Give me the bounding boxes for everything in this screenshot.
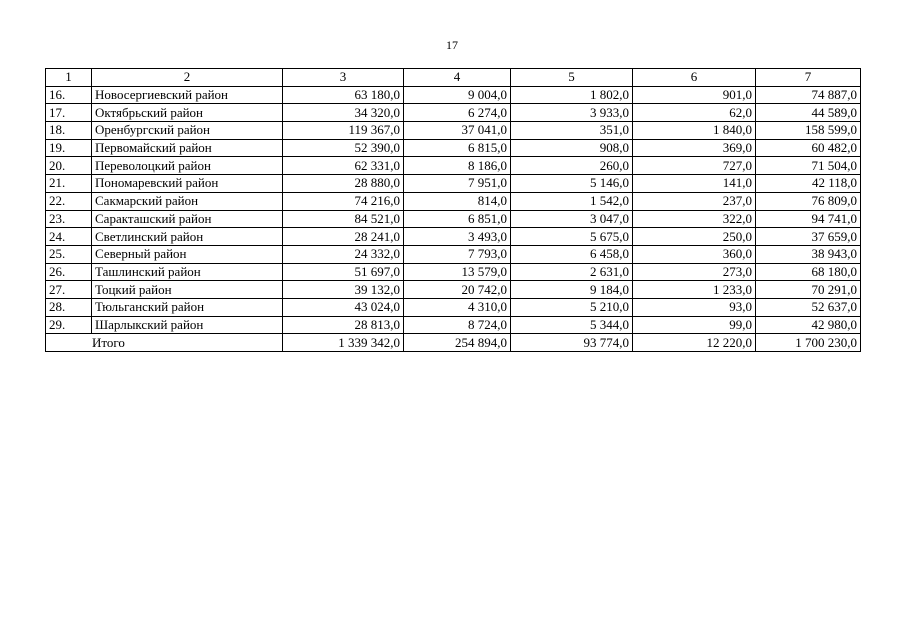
value-cell-6: 360,0 xyxy=(633,245,756,263)
row-number-cell: 16. xyxy=(46,86,92,104)
total-value-cell: 94 741,0 xyxy=(756,210,861,228)
page-number: 17 xyxy=(446,38,458,52)
total-value-cell: 71 504,0 xyxy=(756,157,861,175)
header-cell: 4 xyxy=(404,69,511,87)
value-cell-4: 6 274,0 xyxy=(404,104,511,122)
value-cell-5: 1 802,0 xyxy=(511,86,633,104)
table-row xyxy=(46,228,861,246)
value-cell-6: 322,0 xyxy=(633,210,756,228)
value-cell-6: 727,0 xyxy=(633,157,756,175)
table-header-row xyxy=(46,69,861,87)
district-name-cell: Октябрьский район xyxy=(92,104,283,122)
total-value-cell: 42 118,0 xyxy=(756,175,861,193)
header-cell: 6 xyxy=(633,69,756,87)
value-cell-6: 141,0 xyxy=(633,175,756,193)
value-cell-6: 901,0 xyxy=(633,86,756,104)
district-name-cell: Тюльганский район xyxy=(92,298,283,316)
total-value-cell: 68 180,0 xyxy=(756,263,861,281)
table-row xyxy=(46,245,861,263)
value-cell-5: 6 458,0 xyxy=(511,245,633,263)
total-value-cell: 12 220,0 xyxy=(633,334,756,352)
table-row xyxy=(46,139,861,157)
total-value-cell: 70 291,0 xyxy=(756,281,861,299)
row-number-cell: 23. xyxy=(46,210,92,228)
district-name-cell: Пономаревский район xyxy=(92,175,283,193)
value-cell-5: 908,0 xyxy=(511,139,633,157)
district-name-cell: Тоцкий район xyxy=(92,281,283,299)
district-name-cell: Оренбургский район xyxy=(92,122,283,140)
district-name-cell: Новосергиевский район xyxy=(92,86,283,104)
header-cell: 3 xyxy=(283,69,404,87)
table-row xyxy=(46,316,861,334)
value-cell-4: 37 041,0 xyxy=(404,122,511,140)
value-cell-4: 3 493,0 xyxy=(404,228,511,246)
total-value-cell: 93 774,0 xyxy=(511,334,633,352)
value-cell-4: 7 793,0 xyxy=(404,245,511,263)
value-cell-6: 1 840,0 xyxy=(633,122,756,140)
header-cell: 5 xyxy=(511,69,633,87)
district-name-cell: Саракташский район xyxy=(92,210,283,228)
value-cell-5: 260,0 xyxy=(511,157,633,175)
total-value-cell: 38 943,0 xyxy=(756,245,861,263)
total-value-cell: 254 894,0 xyxy=(404,334,511,352)
value-cell-6: 99,0 xyxy=(633,316,756,334)
value-cell-3: 119 367,0 xyxy=(283,122,404,140)
row-number-cell: 28. xyxy=(46,298,92,316)
table-row xyxy=(46,263,861,281)
table-row xyxy=(46,210,861,228)
value-cell-4: 7 951,0 xyxy=(404,175,511,193)
value-cell-5: 3 933,0 xyxy=(511,104,633,122)
row-number-cell: 25. xyxy=(46,245,92,263)
value-cell-3: 28 813,0 xyxy=(283,316,404,334)
value-cell-3: 34 320,0 xyxy=(283,104,404,122)
value-cell-4: 6 815,0 xyxy=(404,139,511,157)
value-cell-6: 250,0 xyxy=(633,228,756,246)
value-cell-4: 6 851,0 xyxy=(404,210,511,228)
district-name-cell: Светлинский район xyxy=(92,228,283,246)
district-name-cell: Шарлыкский район xyxy=(92,316,283,334)
total-value-cell: 42 980,0 xyxy=(756,316,861,334)
total-value-cell: 76 809,0 xyxy=(756,192,861,210)
value-cell-5: 3 047,0 xyxy=(511,210,633,228)
value-cell-3: 52 390,0 xyxy=(283,139,404,157)
row-number-cell: 20. xyxy=(46,157,92,175)
row-number-cell: 24. xyxy=(46,228,92,246)
header-cell: 1 xyxy=(46,69,92,87)
table-row xyxy=(46,281,861,299)
row-number-cell: 26. xyxy=(46,263,92,281)
value-cell-5: 9 184,0 xyxy=(511,281,633,299)
total-value-cell: 44 589,0 xyxy=(756,104,861,122)
value-cell-6: 1 233,0 xyxy=(633,281,756,299)
value-cell-5: 1 542,0 xyxy=(511,192,633,210)
value-cell-6: 369,0 xyxy=(633,139,756,157)
district-name-cell: Ташлинский район xyxy=(92,263,283,281)
value-cell-3: 51 697,0 xyxy=(283,263,404,281)
table-row xyxy=(46,192,861,210)
district-name-cell: Сакмарский район xyxy=(92,192,283,210)
total-value-cell: 1 339 342,0 xyxy=(283,334,404,352)
table-row xyxy=(46,122,861,140)
value-cell-6: 93,0 xyxy=(633,298,756,316)
value-cell-3: 84 521,0 xyxy=(283,210,404,228)
total-value-cell: 52 637,0 xyxy=(756,298,861,316)
table-row xyxy=(46,298,861,316)
value-cell-4: 8 186,0 xyxy=(404,157,511,175)
value-cell-3: 24 332,0 xyxy=(283,245,404,263)
row-number-cell: 21. xyxy=(46,175,92,193)
value-cell-5: 5 344,0 xyxy=(511,316,633,334)
value-cell-3: 62 331,0 xyxy=(283,157,404,175)
data-table xyxy=(45,68,861,352)
value-cell-3: 74 216,0 xyxy=(283,192,404,210)
total-value-cell: 37 659,0 xyxy=(756,228,861,246)
table-row xyxy=(46,104,861,122)
table-row xyxy=(46,86,861,104)
value-cell-4: 814,0 xyxy=(404,192,511,210)
value-cell-6: 237,0 xyxy=(633,192,756,210)
district-name-cell: Переволоцкий район xyxy=(92,157,283,175)
header-cell: 7 xyxy=(756,69,861,87)
value-cell-5: 2 631,0 xyxy=(511,263,633,281)
header-cell: 2 xyxy=(92,69,283,87)
value-cell-4: 13 579,0 xyxy=(404,263,511,281)
total-row xyxy=(46,334,861,352)
total-value-cell: 60 482,0 xyxy=(756,139,861,157)
value-cell-4: 9 004,0 xyxy=(404,86,511,104)
value-cell-3: 28 241,0 xyxy=(283,228,404,246)
row-number-cell: 19. xyxy=(46,139,92,157)
district-name-cell: Первомайский район xyxy=(92,139,283,157)
table-row xyxy=(46,157,861,175)
value-cell-6: 273,0 xyxy=(633,263,756,281)
value-cell-4: 20 742,0 xyxy=(404,281,511,299)
table-row xyxy=(46,175,861,193)
value-cell-5: 5 146,0 xyxy=(511,175,633,193)
row-number-cell: 29. xyxy=(46,316,92,334)
value-cell-5: 351,0 xyxy=(511,122,633,140)
value-cell-4: 4 310,0 xyxy=(404,298,511,316)
value-cell-3: 63 180,0 xyxy=(283,86,404,104)
value-cell-3: 43 024,0 xyxy=(283,298,404,316)
value-cell-3: 39 132,0 xyxy=(283,281,404,299)
district-name-cell: Северный район xyxy=(92,245,283,263)
total-value-cell: 158 599,0 xyxy=(756,122,861,140)
row-number-cell: 27. xyxy=(46,281,92,299)
value-cell-4: 8 724,0 xyxy=(404,316,511,334)
value-cell-6: 62,0 xyxy=(633,104,756,122)
row-number-cell: 22. xyxy=(46,192,92,210)
value-cell-5: 5 210,0 xyxy=(511,298,633,316)
value-cell-3: 28 880,0 xyxy=(283,175,404,193)
total-value-cell: 74 887,0 xyxy=(756,86,861,104)
total-label: Итого xyxy=(46,334,283,352)
row-number-cell: 18. xyxy=(46,122,92,140)
row-number-cell: 17. xyxy=(46,104,92,122)
total-value-cell: 1 700 230,0 xyxy=(756,334,861,352)
value-cell-5: 5 675,0 xyxy=(511,228,633,246)
